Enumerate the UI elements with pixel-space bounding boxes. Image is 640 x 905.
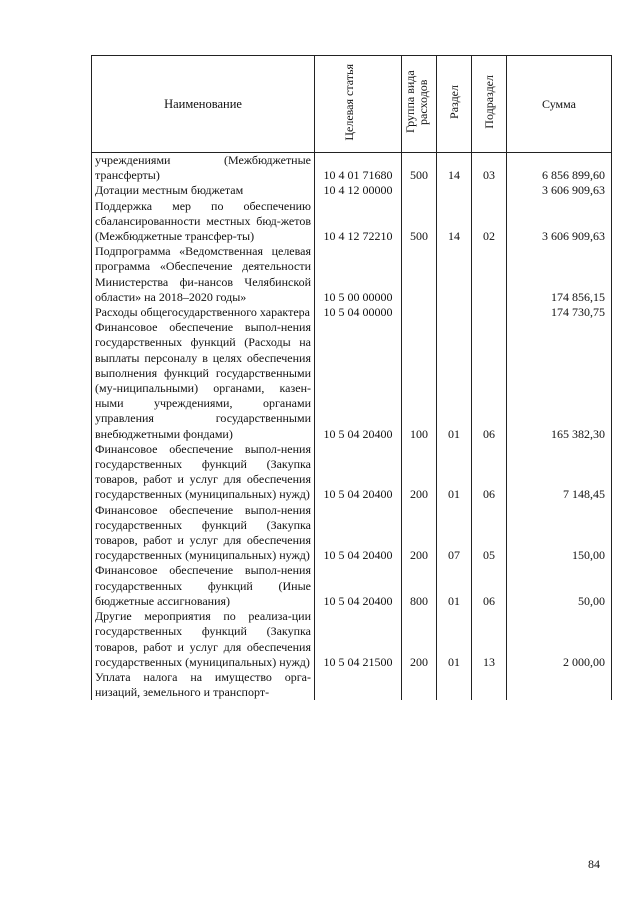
cell-subsection: 03 [472,153,507,184]
cell-subsection: 05 [472,503,507,564]
cell-name: Дотации местным бюджетам [92,183,315,198]
cell-group: 500 [402,199,437,245]
table-row [92,609,612,670]
cell-code: 10 5 04 20400 [315,503,402,564]
cell-group: 200 [402,442,437,503]
header-subsection: Подраздел [472,56,507,153]
cell-section [437,305,472,320]
cell-group [402,305,437,320]
cell-subsection: 06 [472,320,507,442]
table-row [92,305,612,320]
table-row [92,442,612,503]
cell-code: 10 4 12 00000 [315,183,402,198]
cell-subsection [472,670,507,700]
cell-name: учреждениями (Межбюджетные трансферты) [92,153,315,184]
cell-subsection [472,305,507,320]
cell-subsection [472,183,507,198]
table-row [92,183,612,198]
cell-code: 10 5 04 21500 [315,609,402,670]
cell-name: Другие мероприятия по реализа-ции государственных функций (Закупка товаров, работ и услуг для обеспечения государственных (муниципальных) нужд) [92,609,315,670]
table-row [92,320,612,442]
cell-section: 14 [437,199,472,245]
header-section: Раздел [437,56,472,153]
cell-group: 100 [402,320,437,442]
cell-code: 10 5 00 00000 [315,244,402,305]
cell-section: 01 [437,320,472,442]
cell-subsection: 06 [472,442,507,503]
header-expense-group: Группа вида расходов [402,56,437,153]
page-number: 84 [588,857,600,871]
cell-sum: 6 856 899,60 [507,153,612,184]
table-body [92,153,612,701]
table-row [92,563,612,609]
header-sum: Сумма [507,56,612,153]
cell-group [402,244,437,305]
table-row [92,244,612,305]
cell-code: 10 5 04 20400 [315,563,402,609]
cell-name: Финансовое обеспечение выпол-нения государственных функций (Закупка товаров, работ и услуг для обеспечения государственных (муниципальных) нужд) [92,503,315,564]
cell-group [402,670,437,700]
cell-name: Поддержка мер по обеспечению сбалансированности местных бюд-жетов (Межбюджетные трансфер-ты) [92,199,315,245]
header-target-article: Целевая статья [315,56,402,153]
table-row [92,153,612,184]
cell-name: Расходы общегосударственного характера [92,305,315,320]
cell-section [437,183,472,198]
cell-sum: 7 148,45 [507,442,612,503]
header-name: Наименование [92,56,315,153]
cell-subsection: 06 [472,563,507,609]
cell-group: 500 [402,153,437,184]
cell-section: 07 [437,503,472,564]
cell-subsection [472,244,507,305]
table-row [92,670,612,700]
cell-code: 10 5 04 20400 [315,320,402,442]
cell-section: 01 [437,442,472,503]
cell-section [437,670,472,700]
table-header-row [92,56,612,153]
cell-group: 800 [402,563,437,609]
cell-name: Финансовое обеспечение выпол-нения государственных функций (Закупка товаров, работ и услуг для обеспечения государственных (муниципальных) нужд) [92,442,315,503]
cell-sum: 3 606 909,63 [507,199,612,245]
cell-section [437,244,472,305]
cell-subsection: 02 [472,199,507,245]
cell-code: 10 4 12 72210 [315,199,402,245]
cell-section: 01 [437,609,472,670]
cell-group: 200 [402,503,437,564]
cell-name: Финансовое обеспечение выпол-нения государственных функций (Расходы на выплаты персоналу в целях обеспечения выполнения функций государственными (му-ниципальными) органами, казен-ными учреждениями, органами управления государственными внебюджетными фондами) [92,320,315,442]
cell-sum: 150,00 [507,503,612,564]
cell-code: 10 5 04 00000 [315,305,402,320]
cell-code [315,670,402,700]
cell-sum: 2 000,00 [507,609,612,670]
cell-sum [507,670,612,700]
cell-name: Уплата налога на имущество орга-низаций, земельного и транспорт- [92,670,315,700]
cell-section: 14 [437,153,472,184]
cell-sum: 174 730,75 [507,305,612,320]
cell-name: Подпрограмма «Ведомственная целевая программа «Обеспечение деятельности Министерства фи-нансов Челябинской области» на 2018–2020 годы» [92,244,315,305]
cell-sum: 50,00 [507,563,612,609]
cell-sum: 174 856,15 [507,244,612,305]
cell-section: 01 [437,563,472,609]
cell-sum: 165 382,30 [507,320,612,442]
cell-subsection: 13 [472,609,507,670]
table-row [92,199,612,245]
budget-table [91,55,612,700]
table-row [92,503,612,564]
cell-group [402,183,437,198]
cell-code: 10 4 01 71680 [315,153,402,184]
cell-sum: 3 606 909,63 [507,183,612,198]
cell-group: 200 [402,609,437,670]
cell-code: 10 5 04 20400 [315,442,402,503]
cell-name: Финансовое обеспечение выпол-нения государственных функций (Иные бюджетные ассигнования) [92,563,315,609]
